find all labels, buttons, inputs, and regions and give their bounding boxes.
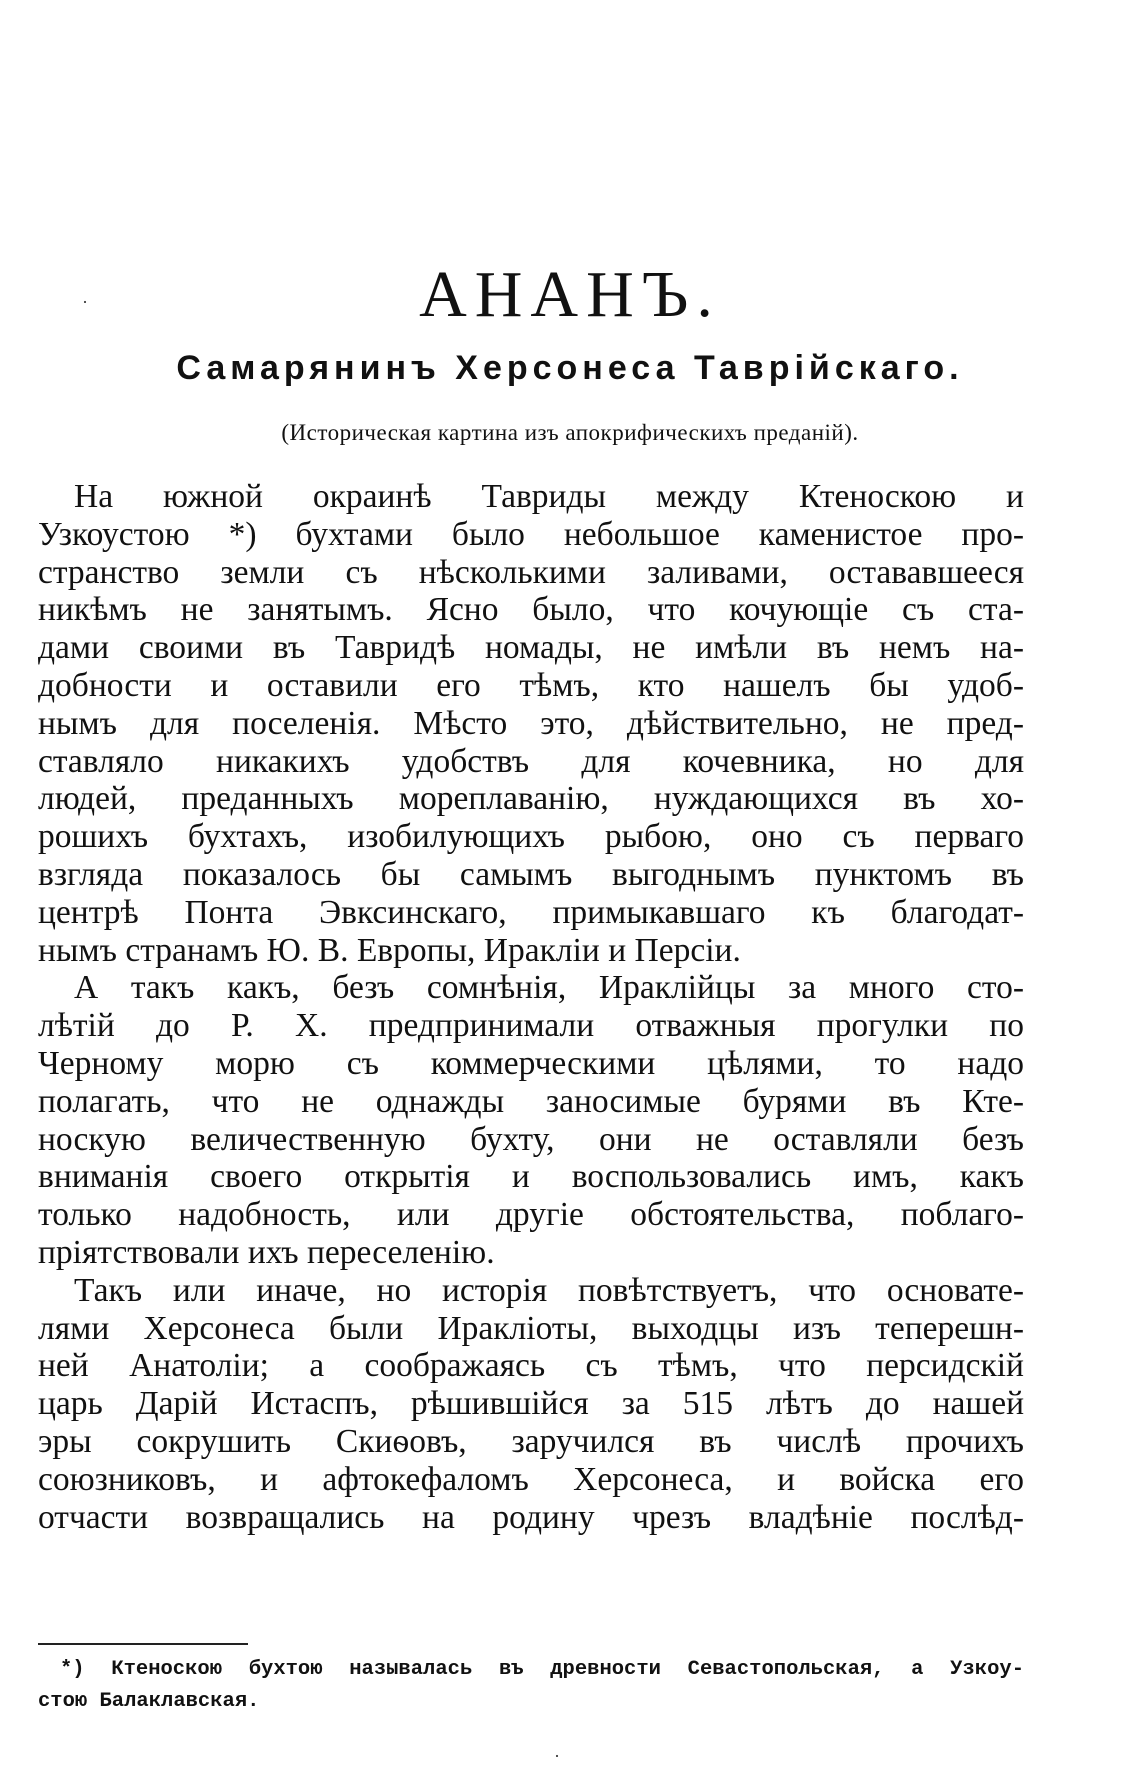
text-line: Узкоустою *) бухтами было небольшое каменистое про- [38,515,1024,553]
text-line: союзниковъ, и афтокефаломъ Херсонеса, и войска его [38,1460,1024,1498]
text-line: ставляло никакихъ удобствъ для кочевника, но для [38,742,1024,780]
paragraph-1 [38,478,1024,969]
text-line: нымъ для поселенія. Мѣсто это, дѣйствительно, не пред- [38,704,1024,742]
text-line: Черному морю съ коммерческими цѣлями, то надо [38,1044,1024,1082]
genre-note: (Историческая картина изъ апокрифическихъ преданій). [281,420,859,445]
text-line: взгляда показалось бы самымъ выгоднымъ пунктомъ въ [38,855,1024,893]
text-line: лями Херсонеса были Иракліоты, выходцы изъ теперешн- [38,1309,1024,1347]
footnote [38,1654,1024,1718]
body-text [38,478,1024,1536]
text-line: царь Дарій Истаспъ, рѣшившійся за 515 лѣтъ до нашей [38,1385,1024,1423]
page-subtitle: Самарянинъ Херсонеса Таврійскаго. [176,349,964,387]
text-line: дами своими въ Тавридѣ номады, не имѣли въ немъ на- [38,629,1024,667]
text-line: ней Анатоліи; а соображаясь съ тѣмъ, что персидскій [38,1347,1024,1385]
print-speck: · [82,292,88,312]
text-line: нымъ странамъ Ю. В. Европы, Иракліи и Персіи. [38,931,741,969]
text-line: Такъ или иначе, но исторія повѣтствуетъ, что основате- [74,1271,1024,1309]
text-line: никѣмъ не занятымъ. Ясно было, что кочующіе съ ста- [38,591,1024,629]
text-line: На южной окраинѣ Тавриды между Ктеноскою и [74,478,1024,515]
page-title: АНАНЪ. [419,258,721,331]
paragraph-3 [38,1272,1024,1537]
text-line: вниманія своего открытія и воспользовались имъ, какъ [38,1158,1024,1196]
paragraph-2 [38,969,1024,1271]
text-line: центрѣ Понта Эвксинскаго, примыкавшаго къ благодат- [38,893,1024,931]
footnote-line: *) Ктеноскою бухтою называлась въ древности Севастопольская, а Узкоу- [60,1658,1024,1681]
text-line: полагать, что не однажды заносимые бурями въ Кте- [38,1082,1024,1120]
text-line: отчасти возвращались на родину чрезъ владѣніе послѣд- [38,1498,1024,1536]
text-line: добности и оставили его тѣмъ, кто нашелъ бы удоб- [38,666,1024,704]
footnote-line: стою Балаклавская. [38,1690,260,1713]
text-line: только надобность, или другіе обстоятельства, поблаго- [38,1196,1024,1234]
print-speck: · [554,1746,560,1766]
text-line: пріятствовали ихъ переселенію. [38,1233,495,1271]
text-line: странство земли съ нѣсколькими заливами, остававшееся [38,553,1024,591]
text-line: людей, преданныхъ мореплаванію, нуждающихся въ хо- [38,780,1024,818]
text-line: эры сокрушить Скиѳовъ, заручился въ числѣ прочихъ [38,1422,1024,1460]
text-line: носкую величественную бухту, они не оставляли безъ [38,1120,1024,1158]
text-line: лѣтій до Р. Х. предпринимали отважныя прогулки по [38,1007,1024,1045]
text-line: рошихъ бухтахъ, изобилующихъ рыбою, оно съ перваго [38,818,1024,856]
text-line: А такъ какъ, безъ сомнѣнія, Ираклійцы за много сто- [74,969,1024,1007]
footnote-divider [38,1643,248,1645]
